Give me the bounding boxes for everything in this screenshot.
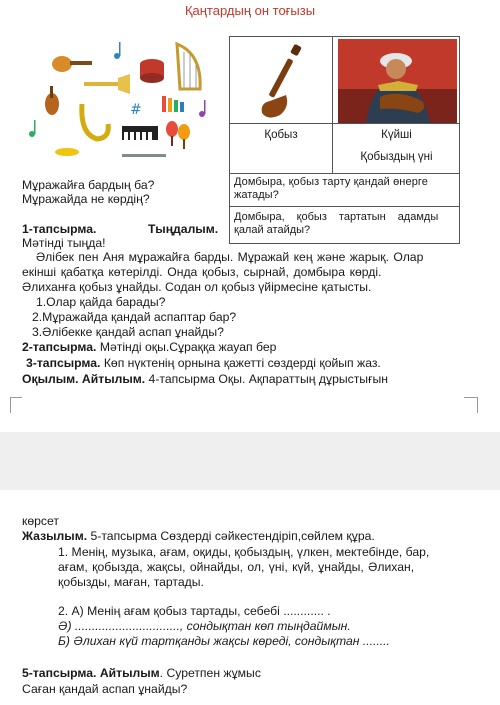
svg-text:#: #: [130, 102, 142, 118]
exercise2-a: 2. А) Менің ағам қобыз тартады, себебі ............ .: [58, 604, 331, 618]
instrument-table: [229, 36, 460, 244]
last-question: Саған қандай аспап ұнайды?: [22, 682, 188, 696]
task5: [22, 529, 375, 543]
task5-label: Жазылым.: [22, 529, 88, 543]
violin-icon: [45, 86, 59, 115]
saxophone-icon: [82, 104, 108, 139]
col2-label-line1: Күйші: [381, 129, 412, 141]
exercise2-b: Ә) ..............................., сондықтан көп тыңдаймын.: [58, 619, 351, 633]
task3-text: Көп нүктенің орнына қажетті сөздерді қойып жаз.: [100, 356, 381, 370]
task4-text: 4-тапсырма Оқы. Ақпараттың дұрыстығын: [145, 372, 389, 386]
task5b-label: 5-тапсырма. Айтылым: [22, 666, 160, 680]
exercise2-c: Б) Әлихан күй тартқанды жақсы көреді, сондықтан ........: [58, 634, 390, 648]
task5-text: 5-тапсырма Сөздерді сәйкестендіріп,сөйлем құра.: [87, 529, 375, 543]
exercise1-line3: қобызды, маған, тартады.: [58, 575, 204, 589]
table-question-1: [234, 176, 455, 202]
task4: [22, 372, 388, 386]
exercise1-line2: ағам, қобызда, жақсы, ойнайды, ол, үні, күй, ұнайды, Әлихан,: [58, 560, 415, 574]
trumpet-icon: [84, 74, 130, 94]
intro-line-1: Мұражайға бардың ба?: [22, 178, 155, 192]
drum-icon: [140, 59, 164, 83]
kobyz-instrument-icon: [252, 43, 312, 121]
piano-icon: [122, 126, 158, 140]
task1-q3: 3.Әлібекке қандай аспап ұнайды?: [32, 325, 224, 339]
task1-text-line1: Әлібек пен Аня мұражайға барды. Мұражай кең және жарық. Олар: [36, 250, 424, 264]
task5b-text: . Суретпен жұмыс: [159, 666, 261, 680]
guitar-icon: [52, 56, 92, 72]
exercise1-line1: 1. Менің, музыка, ағам, оқиды, қобыздың, үлкен, мектебінде, бар,: [58, 545, 430, 559]
table-question-2: [234, 211, 455, 237]
intro-line-2: Мұражайда не көрдің?: [22, 192, 150, 206]
task5b: [22, 666, 261, 680]
korset-word: көрсет: [22, 514, 59, 528]
q2-line1: Домбыра, қобыз тартатын адамды: [234, 211, 439, 223]
q1-line2: жатады?: [234, 189, 279, 201]
hash-sign-icon: [130, 102, 142, 118]
musical-instruments-collage: [22, 34, 218, 164]
task2: [22, 340, 276, 354]
cymbal-icon: [55, 148, 79, 156]
col2-label-line2: Қобыздың үні: [360, 151, 433, 163]
maracas-icon: [166, 121, 190, 149]
harp-icon: [177, 44, 200, 89]
flute-icon: [122, 154, 166, 157]
xylophone-icon: [162, 96, 184, 112]
task2-text: Мәтінді оқы.Сұраққа жауап бер: [96, 340, 277, 354]
task1-label: 1-тапсырма.: [22, 222, 97, 236]
task3-label: 3-тапсырма.: [26, 356, 101, 370]
task4-label: Оқылым. Айтылым.: [22, 372, 146, 386]
page-gap: [0, 432, 500, 490]
task1-text-line2: екінші қабатқа көтерілді. Онда қобыз, сырнай, домбыра көрді.: [22, 265, 382, 279]
task1-mode: Тыңдалым.: [148, 222, 219, 236]
page-corner-mark-left: [10, 397, 22, 413]
task1-text-line3: Әлиханға қобыз ұнайды. Содан ол қобыз үйірмесіне қатысты.: [22, 280, 372, 294]
task1-q2: 2.Мұражайда қандай аспаптар бар?: [32, 310, 237, 324]
task1-q1: 1.Олар қайда барады?: [36, 295, 166, 309]
q1-line1: Домбыра, қобыз тарту қандай өнерге: [234, 176, 429, 188]
page-corner-mark-right: [464, 397, 478, 413]
task2-label: 2-тапсырма.: [22, 340, 97, 354]
task3: [26, 356, 381, 370]
q2-line2: қалай атайды?: [234, 224, 311, 236]
kuishi-musician-photo: [338, 39, 457, 123]
task1-instruction: Мәтінді тыңда!: [22, 236, 106, 250]
col1-label: Қобыз: [264, 129, 298, 141]
page-title: Қаңтардың он тоғызы: [184, 3, 316, 18]
